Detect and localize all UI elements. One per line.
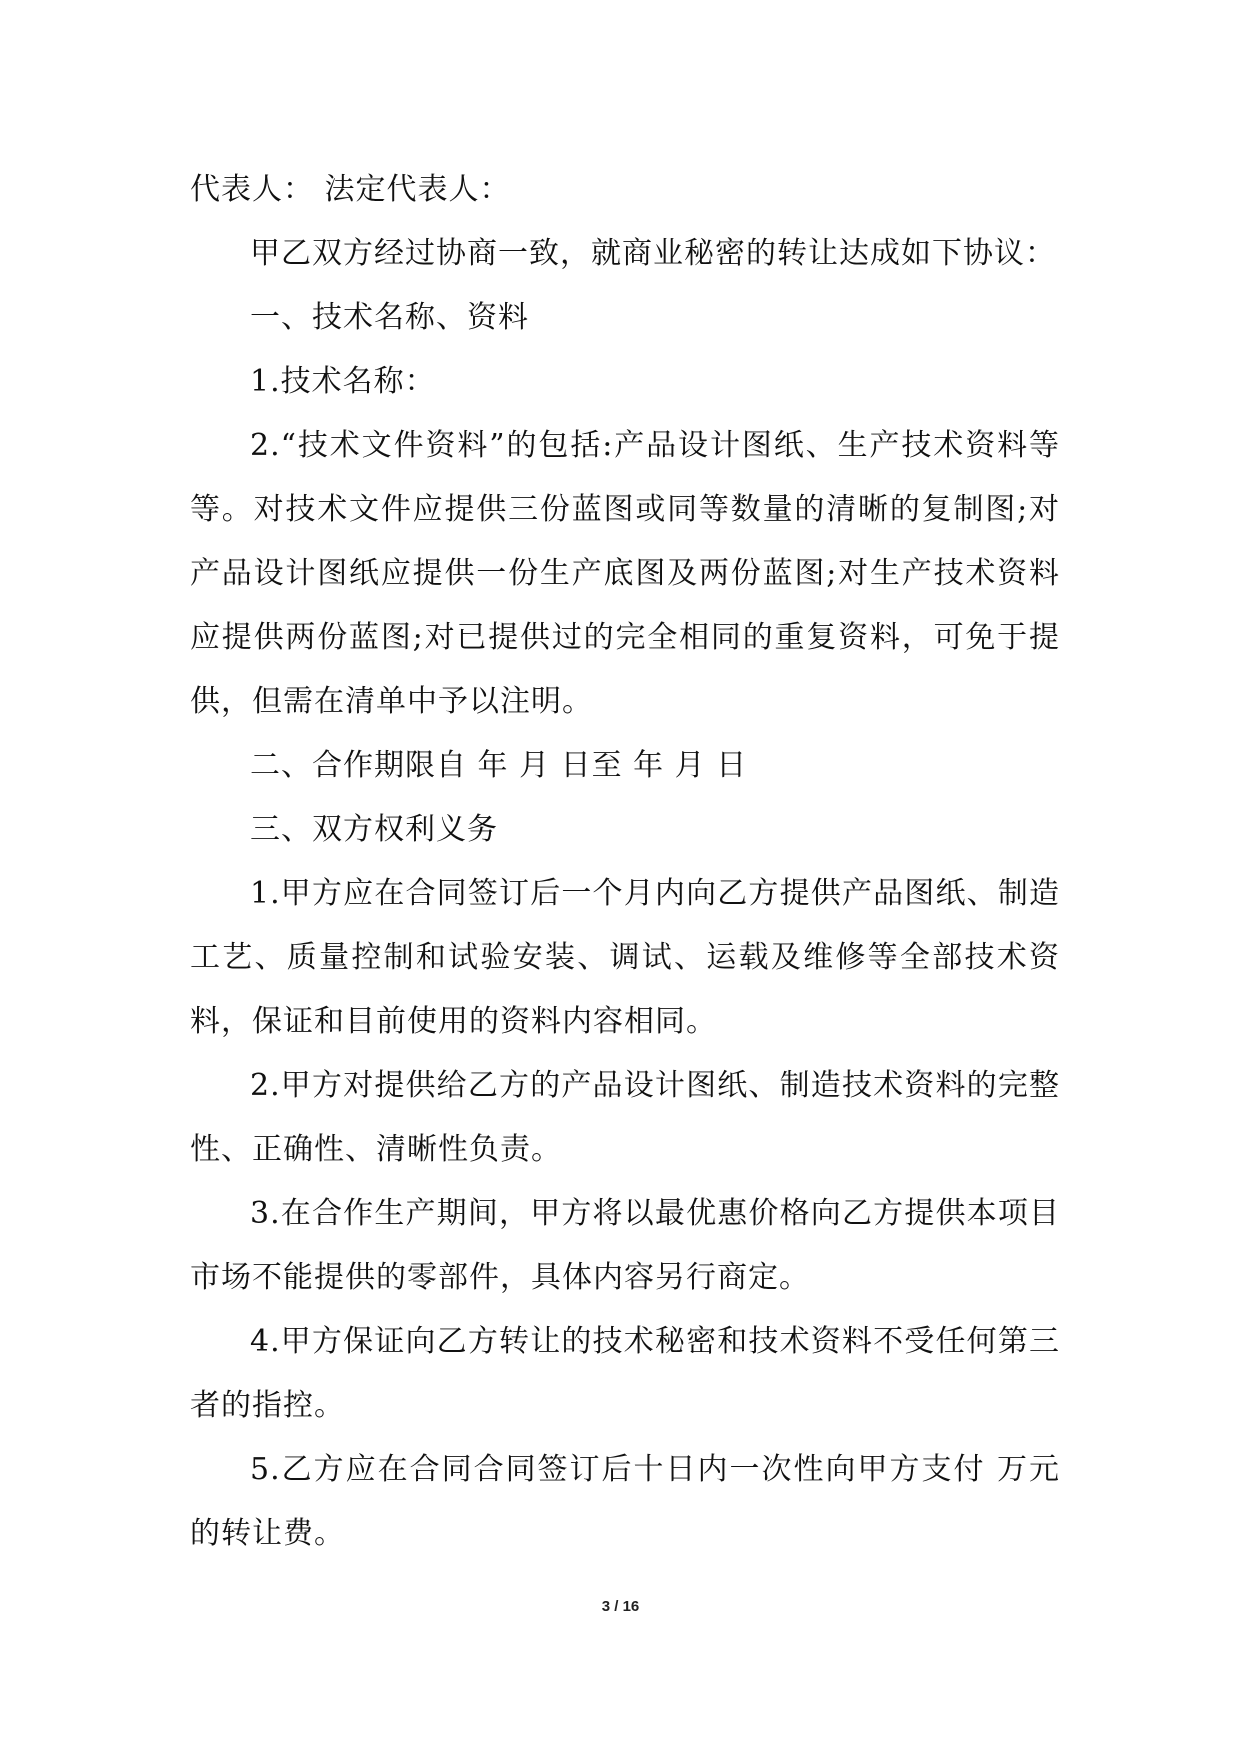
section-heading-technology: 一、技术名称、资料	[250, 300, 529, 335]
paragraph-obligation-2: 2.甲方对提供给乙方的产品设计图纸、制造技术资料的完整性、正确性、清晰性负责。	[190, 1068, 1060, 1167]
section-heading-cooperation-period: 二、合作期限自 年 月 日至 年 月 日	[250, 748, 748, 783]
paragraph-technical-documents: 2.“技术文件资料”的包括:产品设计图纸、生产技术资料等等。对技术文件应提供三份蓝图或同等数量的清晰的复制图;对产品设计图纸应提供一份生产底图及两份蓝图;对生产技术资料应提供两份蓝图;对已提供过的完全相同的重复资料，可免于提供，但需在清单中予以注明。	[190, 428, 1060, 719]
paragraph-obligation-4: 4.甲方保证向乙方转让的技术秘密和技术资料不受任何第三者的指控。	[190, 1324, 1060, 1423]
paragraph-technology-name: 1.技术名称：	[250, 364, 436, 399]
paragraph-agreement-intro: 甲乙双方经过协商一致，就商业秘密的转让达成如下协议：	[250, 236, 1056, 271]
document-body	[190, 158, 1060, 1566]
page-number: 3 / 16	[601, 1598, 640, 1615]
paragraph-obligation-5: 5.乙方应在合同合同签订后十日内一次性向甲方支付 万元的转让费。	[190, 1452, 1060, 1551]
paragraph-obligation-3: 3.在合作生产期间，甲方将以最优惠价格向乙方提供本项目市场不能提供的零部件，具体内容另行商定。	[190, 1196, 1060, 1295]
section-heading-rights-obligations: 三、双方权利义务	[250, 812, 498, 847]
paragraph-obligation-1: 1.甲方应在合同签订后一个月内向乙方提供产品图纸、制造工艺、质量控制和试验安装、调试、运载及维修等全部技术资料，保证和目前使用的资料内容相同。	[190, 876, 1060, 1039]
paragraph-representatives: 代表人： 法定代表人：	[190, 172, 511, 207]
